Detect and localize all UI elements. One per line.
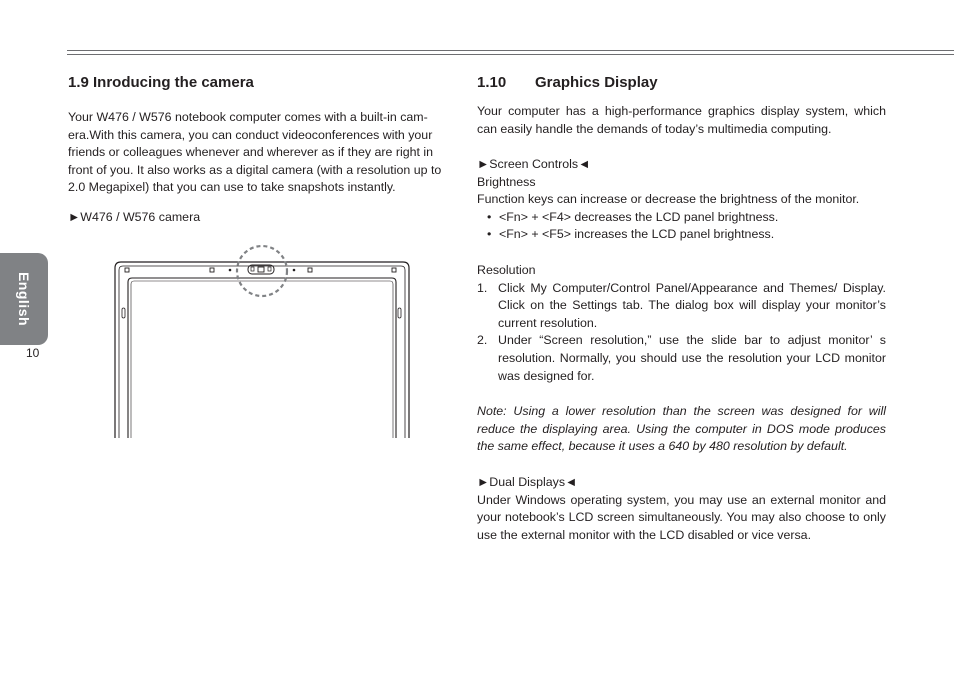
brightness-bullet-list bbox=[477, 209, 886, 244]
brightness-text: Function keys can increase or decrease the brightness of the monitor. bbox=[477, 192, 860, 207]
section-title: Graphics Display bbox=[535, 74, 658, 91]
graphics-intro-paragraph: Your computer has a high-performance graphics display system, which can easily handle the demands of today’s multimedia computing. bbox=[477, 104, 886, 136]
camera-figure-caption: ►W476 / W576 camera bbox=[68, 210, 201, 224]
resolution-steps bbox=[477, 280, 886, 386]
list-item: • <Fn> + <F5> increases the LCD panel brightness. bbox=[477, 226, 886, 244]
camera-intro-paragraph: Your W476 / W576 notebook computer comes with a built-in cam-era.With this camera, you can conduct videoconferences with your friends or colleagues whenever and wherever as if they are right in front of you. It also works as a digital camera (with a resolution up to 2.0 Megapixel) that you can use to take snapshots instantly. bbox=[68, 110, 442, 195]
step-text: Under “Screen resolution,” use the slide bar to adjust monitor’ s resolution. Normally, you should use the resolution your LCD monitor was designed for. bbox=[498, 333, 886, 383]
resolution-note: Note: Using a lower resolution than the screen was designed for will reduce the displaying area. Using the computer in DOS mode produces the same effect, because it uses a 640 by 480 resolution by default. bbox=[477, 404, 886, 454]
screen-controls-title: ►Screen Controls◄ bbox=[477, 157, 591, 171]
dual-displays-title: ►Dual Displays◄ bbox=[477, 475, 578, 489]
list-item bbox=[477, 332, 886, 385]
list-item bbox=[477, 280, 886, 333]
header-rule-top bbox=[67, 50, 954, 51]
resolution-title: Resolution bbox=[477, 263, 536, 277]
section-heading-camera: 1.9 Inroducing the camera bbox=[68, 74, 254, 91]
step-number: 1. bbox=[477, 280, 488, 295]
section-heading-graphics bbox=[477, 74, 658, 91]
language-tab-label: English bbox=[16, 271, 32, 327]
section-number: 1.10 bbox=[477, 74, 507, 91]
language-tab bbox=[0, 253, 48, 345]
dual-displays-text: Under Windows operating system, you may use an external monitor and your notebook’s LCD screen simultaneously. You may also choose to only use the external monitor with the LCD disabled or vice versa. bbox=[477, 492, 886, 542]
step-text: Click My Computer/Control Panel/Appearance and Themes/ Display. Click on the Settings tab. The dialog box will display your monitor’s current resolution. bbox=[498, 280, 886, 330]
header-rule-bottom bbox=[67, 54, 954, 55]
step-number: 2. bbox=[477, 333, 488, 348]
laptop-camera-illustration bbox=[112, 240, 412, 440]
list-item: • <Fn> + <F4> decreases the LCD panel brightness. bbox=[477, 209, 886, 227]
brightness-title: Brightness bbox=[477, 174, 536, 189]
page-number: 10 bbox=[26, 346, 40, 360]
